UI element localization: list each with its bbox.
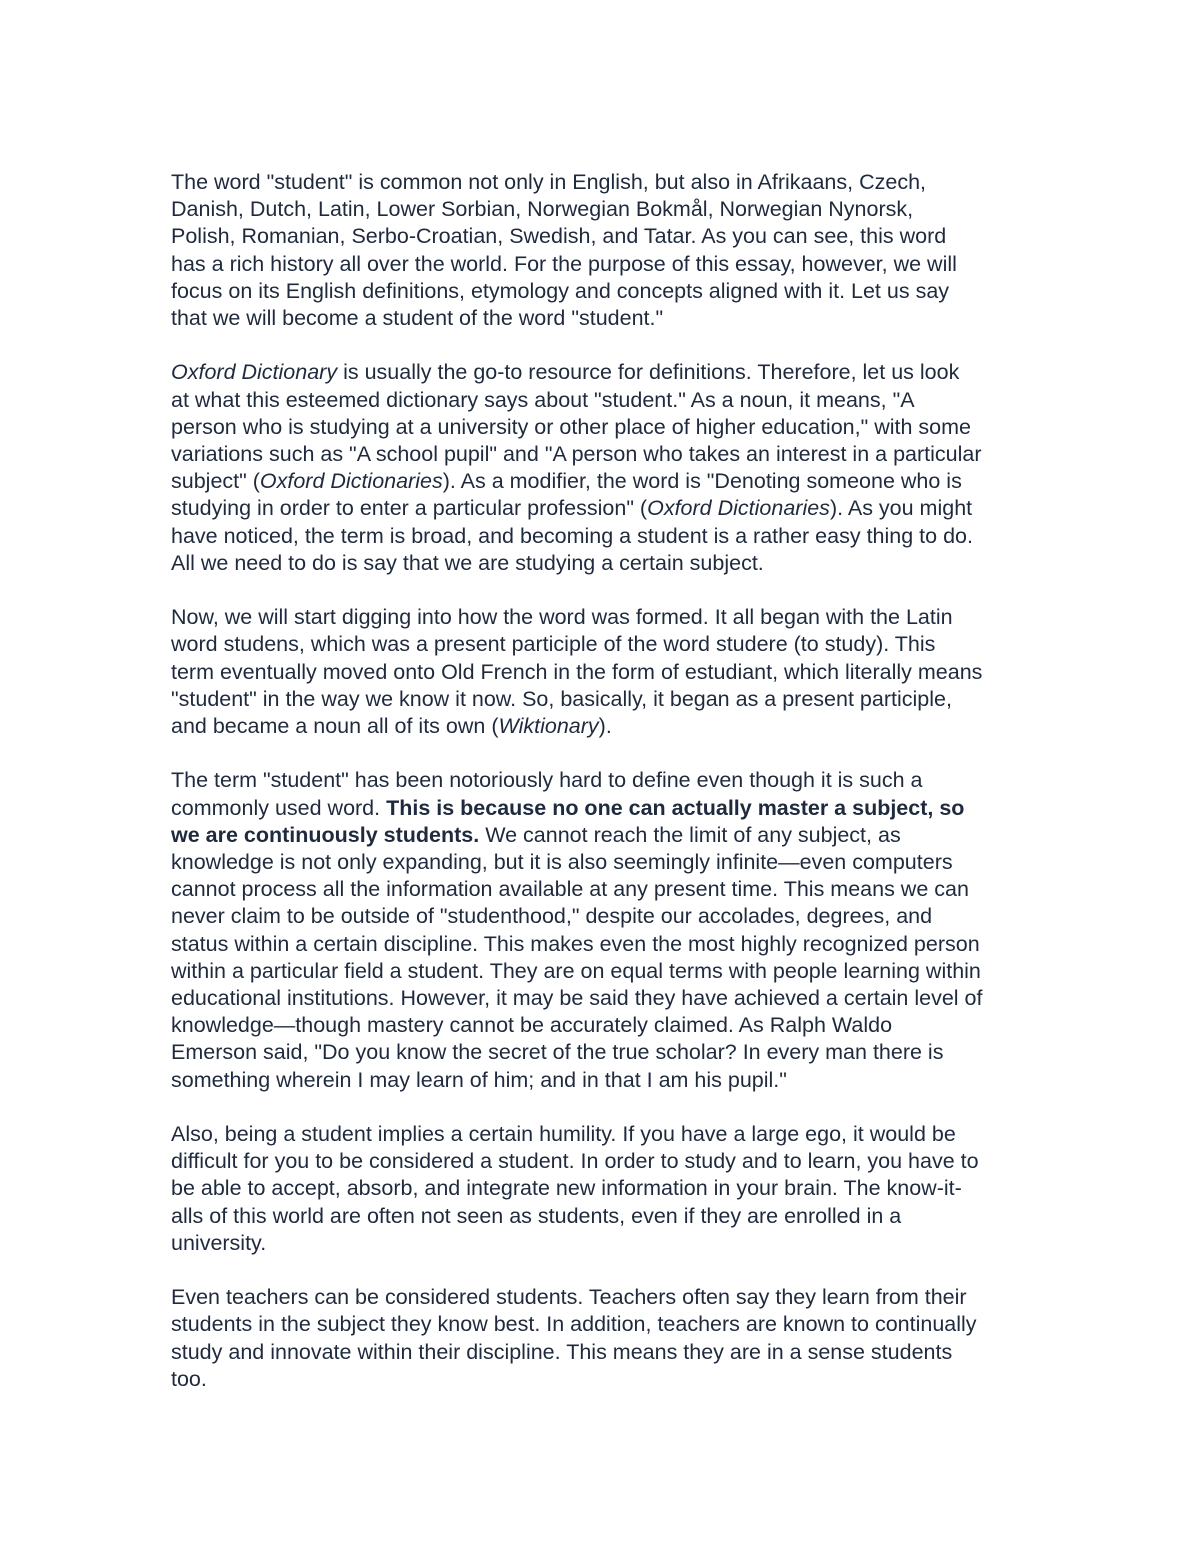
text-line: at what this esteemed dictionary says about "student." As a noun, it means, "A [171, 387, 915, 412]
text-line: word studens, which was a present participle of the word studere (to study). This [171, 632, 936, 657]
citation-wiktionary: Wiktionary [498, 714, 599, 739]
text-line: educational institutions. However, it may be said they have achieved a certain level of [171, 986, 983, 1011]
text-line: status within a certain discipline. This makes even the most highly recognized person [171, 931, 980, 956]
text-line: Also, being a student implies a certain humility. If you have a large ego, it would be [171, 1122, 956, 1147]
text-line: variations such as "A school pupil" and "A person who takes an interest in a particular [171, 442, 982, 467]
text-line: students in the subject they know best. In addition, teachers are known to continually [171, 1312, 977, 1337]
text-line: knowledge is not only expanding, but it is also seemingly infinite—even computers [171, 850, 953, 875]
text-line: ). [598, 714, 612, 739]
text-line: Polish, Romanian, Serbo-Croatian, Swedish, and Tatar. As you can see, this word [171, 224, 947, 249]
text-line: studying in order to enter a particular profession" ( [171, 496, 648, 521]
text-line: has a rich history all over the world. For the purpose of this essay, however, we will [171, 251, 957, 276]
text-line: be able to accept, absorb, and integrate new information in your brain. The know-it- [171, 1176, 962, 1201]
text-line: All we need to do is say that we are studying a certain subject. [171, 550, 764, 575]
text-line: study and innovate within their discipline. This means they are in a sense students [171, 1339, 953, 1364]
text-line: subject" ( [171, 469, 260, 494]
text-line: Emerson said, "Do you know the secret of the true scholar? In every man there is [171, 1040, 944, 1065]
text-line: ). As a modifier, the word is "Denoting someone who is [442, 469, 962, 494]
text-line: within a particular field a student. They are on equal terms with people learning within [171, 958, 981, 983]
text-line: term eventually moved onto Old French in the form of estudiant, which literally means [171, 659, 983, 684]
bold-thesis: This is because no one can actually master a subject, so [386, 795, 965, 820]
text-line: Danish, Dutch, Latin, Lower Sorbian, Norwegian Bokmål, Norwegian Nynorsk, [171, 197, 914, 222]
text-line: have noticed, the term is broad, and becoming a student is a rather easy thing to do. [171, 523, 973, 548]
text-line: is usually the go-to resource for definitions. Therefore, let us look [337, 360, 960, 385]
text-line: something wherein I may learn of him; and in that I am his pupil." [171, 1067, 787, 1092]
text-line: ). As you might [829, 496, 973, 521]
citation-oxford-dictionaries: Oxford Dictionaries [647, 496, 830, 521]
paragraph-4 [171, 767, 1071, 1093]
text-line: focus on its English definitions, etymology and concepts aligned with it. Let us say [171, 278, 950, 303]
text-line: The word "student" is common not only in English, but also in Afrikaans, Czech, [171, 170, 926, 194]
paragraph-3 [171, 604, 1071, 740]
text-line: knowledge—though mastery cannot be accurately claimed. As Ralph Waldo [171, 1013, 893, 1038]
text-line: never claim to be outside of "studenthood," despite our accolades, degrees, and [171, 904, 933, 929]
paragraph-2 [171, 359, 1071, 577]
text-line: and became a noun all of its own ( [171, 714, 499, 739]
text-line: that we will become a student of the word "student." [171, 306, 664, 331]
text-line: Now, we will start digging into how the word was formed. It all began with the Latin [171, 605, 953, 630]
citation-oxford-dictionary: Oxford Dictionary [171, 360, 338, 385]
text-line: "student" in the way we know it now. So, basically, it began as a present participle, [171, 686, 952, 711]
bold-thesis: we are continuously students. [171, 822, 480, 847]
text-line: difficult for you to be considered a student. In order to study and to learn, you have to [171, 1149, 979, 1174]
text-line: commonly used word. [171, 795, 387, 820]
citation-oxford-dictionaries: Oxford Dictionaries [259, 469, 443, 494]
paragraph-1 [171, 169, 1071, 332]
paragraph-6 [171, 1284, 1071, 1393]
text-line: Even teachers can be considered students. Teachers often say they learn from their [171, 1285, 967, 1310]
text-line: cannot process all the information available at any present time. This means we can [171, 877, 969, 902]
essay-body [171, 169, 1071, 1393]
text-line: The term "student" has been notoriously hard to define even though it is such a [171, 768, 923, 793]
text-line: alls of this world are often not seen as students, even if they are enrolled in a [171, 1203, 902, 1228]
text-line: person who is studying at a university or other place of higher education," with some [171, 414, 971, 439]
text-line: We cannot reach the limit of any subject, as [479, 822, 901, 847]
text-line: university. [171, 1230, 267, 1255]
paragraph-5 [171, 1121, 1071, 1257]
text-line: too. [171, 1366, 207, 1391]
